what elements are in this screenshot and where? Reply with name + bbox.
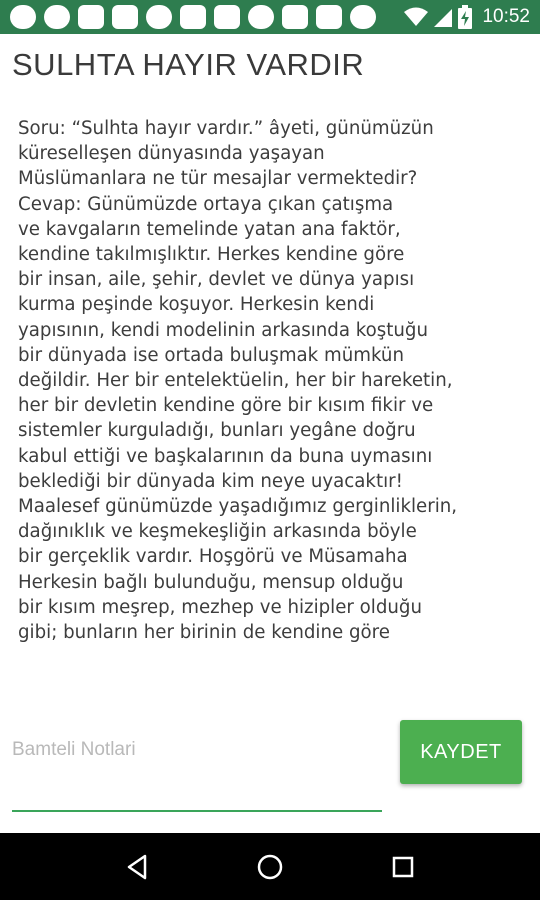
notification-icon xyxy=(146,5,172,29)
wifi-icon xyxy=(404,7,428,27)
notification-icon xyxy=(78,5,104,29)
article-fade xyxy=(18,644,528,658)
notification-icon xyxy=(282,5,308,29)
back-icon[interactable] xyxy=(117,847,157,887)
notification-icons xyxy=(10,5,404,29)
save-button[interactable]: KAYDET xyxy=(400,720,522,784)
notification-icon xyxy=(316,5,342,29)
status-bar xyxy=(0,0,540,34)
article-body: Soru: “Sulhta hayır vardır.” âyeti, günümüzün küreselleşen dünyasında yaşayan Müslümanlara ne tür mesajlar vermektedir? Cevap: Günümüzde ortaya çıkan çatışma ve kavgaların temelinde yatan ana faktör, kendine takılmışlıktır. Herkes kendine göre bir insan, aile, şehir, devlet ve dünya yapısı kurma peşinde koşuyor. Herkesin kendi yapısının, kendi modelinin arkasında koştuğu bir dünyada ise ortada buluşmak mümkün değildir. Her bir entelektüelin, her bir hareketin, her bir devletin kendine göre bir kısım fikir ve sistemler kurguladığı, bunları yegâne doğru kabul ettiği ve başkalarının da buna uymasını beklediği bir dünyada kim neye uyacaktır! Maalesef günümüzde yaşadığımız gerginliklerin, dağınıklık ve keşmekeşliğin arkasında böyle bir gerçeklik vardır. Hoşgörü ve Müsamaha Herkesin bağlı bulunduğu, mensup olduğu bir kısım meşrep, mezhep ve hizipler olduğu gibi; bunların her birinin de kendine göre xyxy=(18,118,458,644)
notification-icon xyxy=(10,5,36,29)
notification-icon xyxy=(112,5,138,29)
notes-input-underline xyxy=(12,810,382,812)
recents-icon[interactable] xyxy=(383,847,423,887)
notes-panel xyxy=(0,676,540,833)
page-title: SULHTA HAYIR VARDIR xyxy=(12,47,365,82)
notes-input[interactable] xyxy=(12,730,382,770)
article-scroll-area[interactable] xyxy=(18,116,528,658)
battery-charging-icon xyxy=(458,5,472,29)
home-icon[interactable] xyxy=(250,847,290,887)
notification-icon xyxy=(248,5,274,29)
notification-icon xyxy=(44,5,70,29)
status-clock: 10:52 xyxy=(482,6,530,27)
notification-icon xyxy=(350,5,376,29)
cellular-signal-icon xyxy=(434,7,452,27)
notification-icon xyxy=(214,5,240,29)
navigation-bar xyxy=(0,833,540,900)
notification-icon xyxy=(180,5,206,29)
